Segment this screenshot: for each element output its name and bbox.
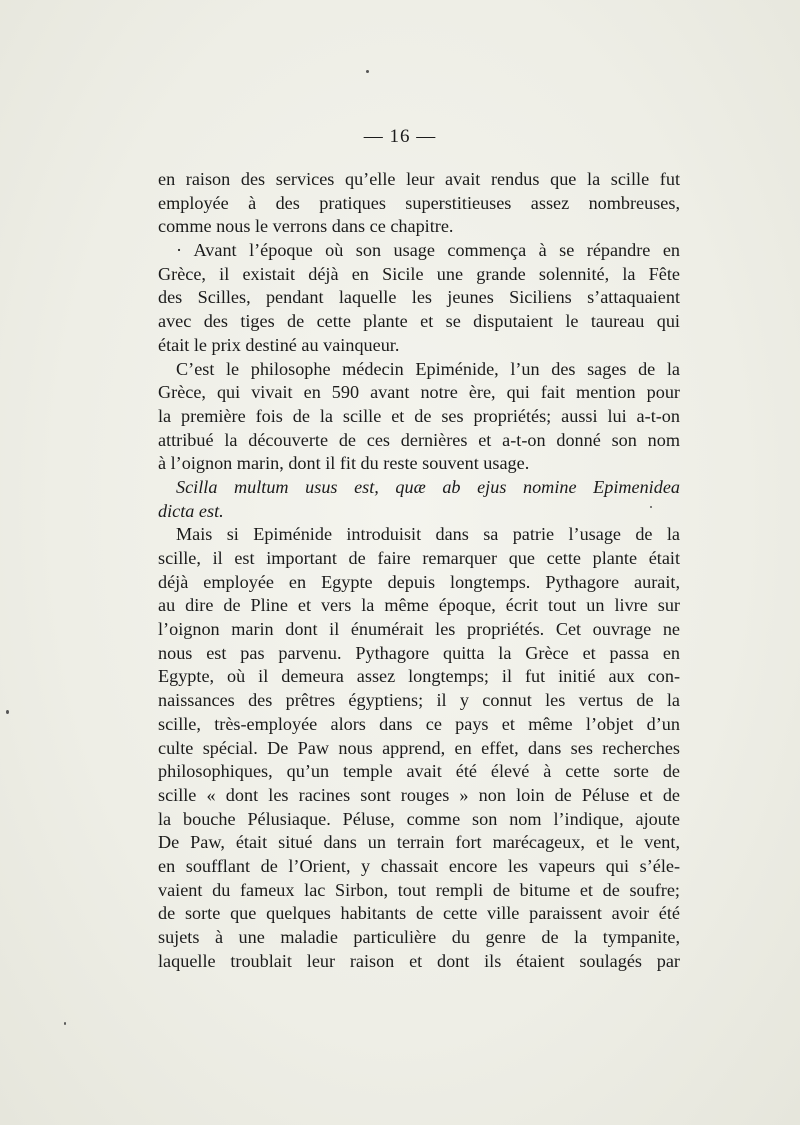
text-line: Scilla multum usus est, quæ ab ejus nomine Epimenidea [176,476,680,497]
paragraph [158,523,680,973]
text-line: philosophiques, qu’un temple avait été élevé à cette sorte de [158,761,680,782]
text-line: en raison des services qu’elle leur avait rendus que la scille fut [158,169,680,189]
text-line: sujets à une maladie particulière du genre de la tympanite, [158,927,680,947]
text-line: · Avant l’époque où son usage commença à se répandre en [176,240,680,261]
text-line: vaient du fameux lac Sirbon, tout rempli de bitume et de soufre; [158,879,680,900]
text-line: était le prix destiné au vainqueur. [158,334,400,355]
text-line: à l’oignon marin, dont il fit du reste souvent usage. [158,453,530,474]
paragraph [158,239,680,357]
text-line: De Paw, était situé dans un terrain fort marécageux, et le vent, [158,832,680,853]
paper-speck [64,1022,66,1025]
text-line: Grèce, il existait déjà en Sicile une grande solennité, la Fête [158,263,680,284]
text-line: comme nous le verrons dans ce chapitre. [158,216,454,237]
text-line: naissances des prêtres égyptiens; il y connut les vertus de la [158,690,680,711]
text-line: laquelle troublait leur raison et dont ils étaient soulagés par [158,950,680,971]
text-line: culte spécial. De Paw nous apprend, en effet, dans ses recherches [158,737,680,758]
text-line: l’oignon marin dont il énumérait les propriétés. Cet ouvrage ne [158,619,680,640]
text-line: Mais si Epiménide introduisit dans sa patrie l’usage de la [176,524,680,545]
text-line: au dire de Pline et vers la même époque, écrit tout un livre sur [158,595,680,616]
text-line: dicta est. [158,500,224,521]
text-line: nous est pas parvenu. Pythagore quitta la Grèce et passa en [158,642,680,663]
paragraph [158,358,680,476]
paper-speck [6,710,9,714]
paragraph [158,168,680,239]
paper-speck [650,506,652,508]
text-line: attribué la découverte de ces dernières et a-t-on donné son nom [158,429,680,450]
text-line: Egypte, où il demeura assez longtemps; il fut initié aux con- [158,666,680,687]
latin-quotation [158,476,680,523]
text-line: scille, très-employée alors dans ce pays et même l’objet d’un [158,713,680,734]
text-line: la première fois de la scille et de ses propriétés; aussi lui a-t-on [158,405,680,426]
body-text [158,168,680,973]
text-line: scille « dont les racines sont rouges » non loin de Péluse et de [158,784,680,805]
text-line: C’est le philosophe médecin Epiménide, l’un des sages de la [176,358,680,379]
text-line: des Scilles, pendant laquelle les jeunes Siciliens s’attaquaient [158,287,680,308]
text-line: Grèce, qui vivait en 590 avant notre ère, qui fait mention pour [158,382,680,403]
text-line: en soufflant de l’Orient, y chassait encore les vapeurs qui s’éle- [158,855,680,876]
text-line: avec des tiges de cette plante et se disputaient le taureau qui [158,311,680,332]
text-line: de sorte que quelques habitants de cette ville paraissent avoir été [158,903,680,924]
text-line: scille, il est important de faire remarquer que cette plante était [158,548,680,568]
text-line: employée à des pratiques superstitieuses assez nombreuses, [158,192,680,213]
page-number: — 16 — [363,126,437,147]
text-line: la bouche Pélusiaque. Péluse, comme son nom l’indique, ajoute [158,808,680,829]
text-line: déjà employée en Egypte depuis longtemps. Pythagore aurait, [158,571,680,592]
paper-speck [366,70,369,73]
